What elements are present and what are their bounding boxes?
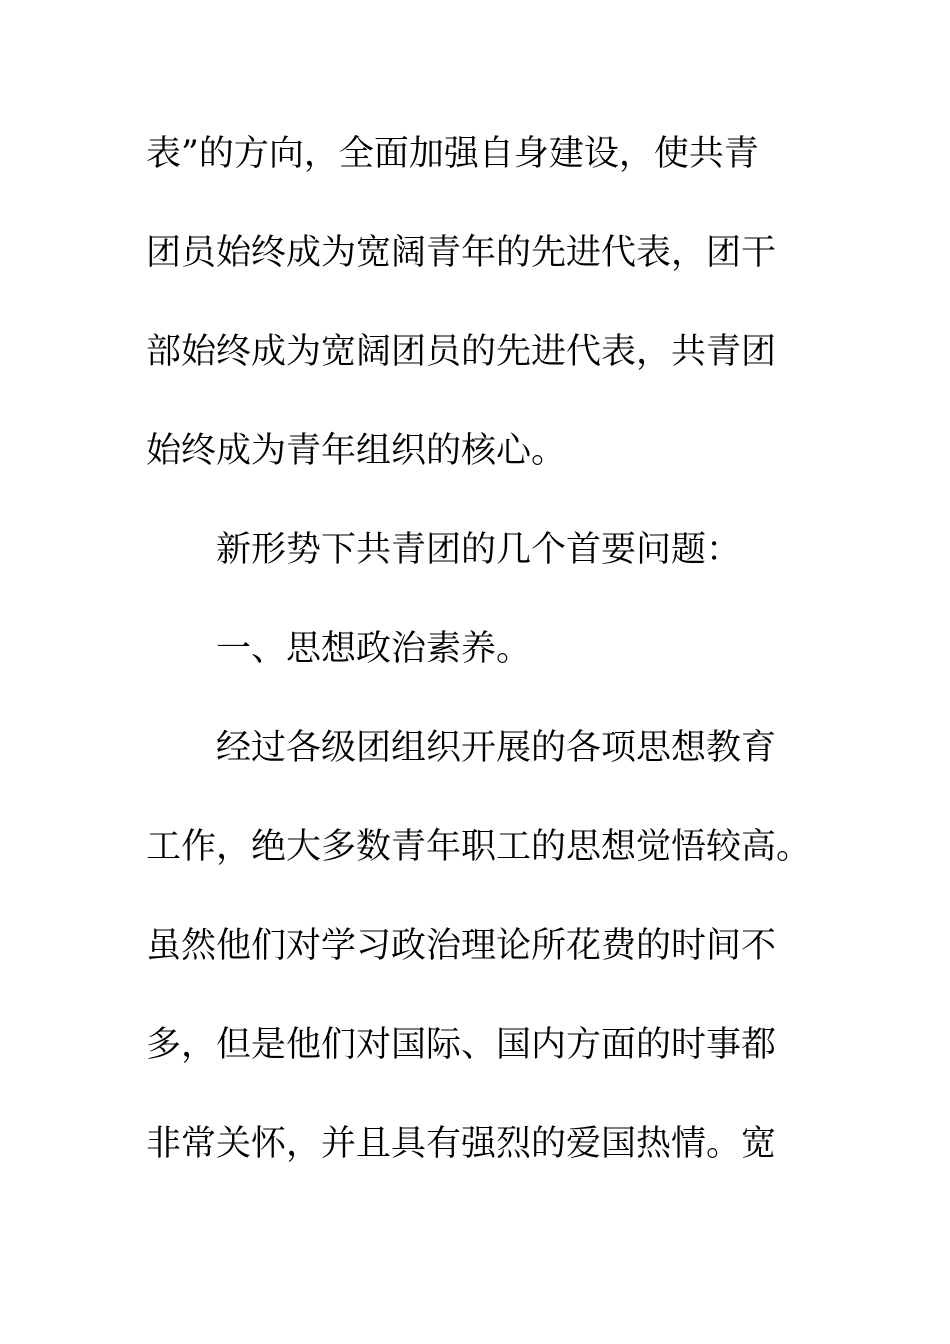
text-line: 虽然他们对学习政治理论所花费的时间不 [146, 926, 777, 966]
text-line: 非常关怀，并且具有强烈的爱国热情。宽 [146, 1124, 777, 1164]
section-heading: 一、思想政治素养。 [216, 629, 532, 669]
text-line: 部始终成为宽阔团员的先进代表，共青团 [146, 332, 777, 372]
paragraph-start: 经过各级团组织开展的各项思想教育 [216, 728, 777, 768]
text-line: 表”的方向，全面加强自身建设，使共青 [146, 134, 759, 174]
text-line: 多，但是他们对国际、国内方面的时事都 [146, 1025, 777, 1065]
section-intro: 新形势下共青团的几个首要问题： [216, 530, 742, 570]
text-line: 团员始终成为宽阔青年的先进代表，团干 [146, 233, 777, 273]
body-text [146, 124, 812, 1213]
text-line: 工作，绝大多数青年职工的思想觉悟较高。 [146, 827, 812, 867]
text-line: 始终成为青年组织的核心。 [146, 431, 567, 471]
